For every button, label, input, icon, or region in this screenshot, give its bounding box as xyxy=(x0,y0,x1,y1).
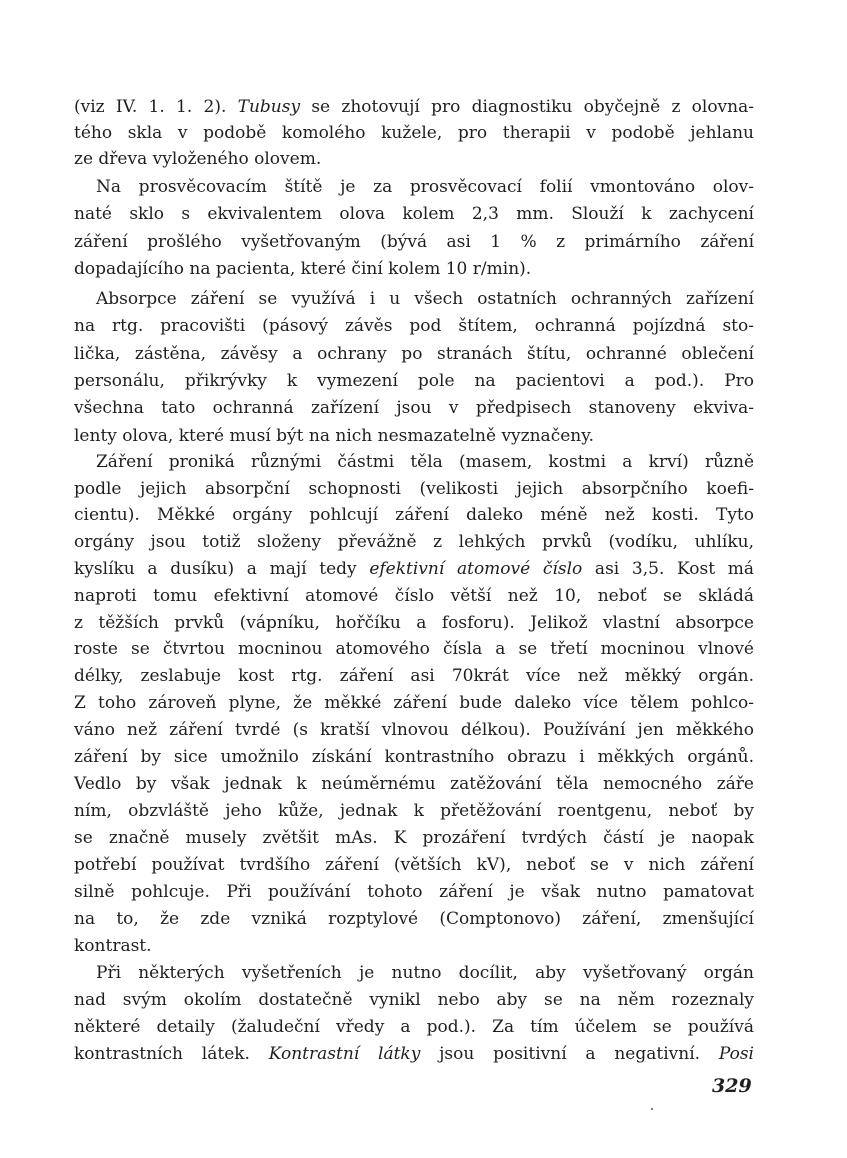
text-line xyxy=(74,715,754,745)
text-run: lička, zástěna, závěsy a ochrany po stranách štítu, ochranné oblečení xyxy=(74,344,754,364)
text-run: cientu). Měkké orgány pohlcují záření daleko méně než kosti. Tyto xyxy=(74,505,754,525)
text-line xyxy=(96,958,754,988)
text-run: z těžších prvků (vápníku, hořčíku a fosforu). Jelikož vlastní absorpce xyxy=(74,613,754,633)
text-run: personálu, přikrývky k vymezení pole na pacientovi a pod.). Pro xyxy=(74,371,754,391)
text-run: ním, obzvláště jeho kůže, jednak k přetěžování roentgenu, neboť by xyxy=(74,801,754,821)
text-line xyxy=(74,199,754,229)
text-line xyxy=(74,985,754,1015)
text-line xyxy=(74,634,754,664)
text-line xyxy=(74,527,754,557)
text-run: záření prošlého vyšetřovaným (bývá asi 1 % z primárního záření xyxy=(74,232,754,252)
text-run: lenty olova, které musí být na nich nesmazatelně vyznačeny. xyxy=(74,426,594,446)
italic-term: Posi xyxy=(718,1044,754,1064)
text-run: na to, že zde vzniká rozptylové (Comptonovo) záření, zmenšující xyxy=(74,909,754,929)
text-run: (viz IV. 1. 1. 2). xyxy=(74,97,238,117)
text-run: dopadajícího na pacienta, které činí kolem 10 r/min). xyxy=(74,259,532,279)
text-run: Záření proniká různými částmi těla (masem, kostmi a krví) různě xyxy=(96,452,754,472)
text-line xyxy=(96,284,754,314)
text-line xyxy=(74,661,754,691)
scan-speck xyxy=(651,1108,653,1110)
text-run: Absorpce záření se využívá i u všech ostatních ochranných zařízení xyxy=(96,289,754,309)
text-run: roste se čtvrtou mocninou atomového čísla a se třetí mocninou vlnové xyxy=(74,639,754,659)
italic-term: Tubusy xyxy=(237,97,301,117)
text-run: Vedlo by však jednak k neúměrnému zatěžování těla nemocného záře xyxy=(74,774,754,794)
text-run: kontrastních látek. xyxy=(74,1044,269,1064)
text-line xyxy=(74,877,754,907)
text-line xyxy=(74,393,754,423)
text-line xyxy=(74,931,152,961)
text-run: silně pohlcuje. Při používání tohoto záření je však nutno pamatovat xyxy=(74,882,754,902)
text-line xyxy=(74,850,754,880)
italic-term: Kontrastní látky xyxy=(268,1044,421,1064)
text-line xyxy=(96,172,754,202)
text-run: naté sklo s ekvivalentem olova kolem 2,3 mm. Slouží k zachycení xyxy=(74,204,754,224)
text-line xyxy=(74,1039,754,1069)
page-number: 329 xyxy=(712,1075,752,1097)
text-line xyxy=(74,1012,754,1042)
italic-term: efektivní atomové číslo xyxy=(369,559,583,579)
text-run: kyslíku a dusíku) a mají tedy xyxy=(74,559,370,579)
text-line xyxy=(74,366,754,396)
text-run: naproti tomu efektivní atomové číslo větší než 10, neboť se skládá xyxy=(74,586,754,606)
text-run: nad svým okolím dostatečně vynikl nebo aby se na něm rozeznaly xyxy=(74,990,754,1010)
text-run: kontrast. xyxy=(74,936,152,956)
text-line xyxy=(74,311,754,341)
text-run: záření by sice umožnilo získání kontrastního obrazu i měkkých orgánů. xyxy=(74,747,754,767)
text-line xyxy=(74,904,754,934)
text-run: se značně musely zvětšit mAs. K prozáření tvrdých částí je naopak xyxy=(74,828,754,848)
text-run: potřebí používat tvrdšího záření (větších kV), neboť se v nich záření xyxy=(74,855,754,875)
text-line xyxy=(74,742,754,772)
text-run: tého skla v podobě komolého kužele, pro therapii v podobě jehlanu xyxy=(74,123,754,143)
text-run: váno než záření tvrdé (s kratší vlnovou délkou). Používání jen měkkého xyxy=(74,720,754,740)
text-run: Při některých vyšetřeních je nutno docílit, aby vyšetřovaný orgán xyxy=(96,963,754,983)
text-line xyxy=(74,769,754,799)
text-run: jsou positivní a negativní. xyxy=(420,1044,719,1064)
text-run: na rtg. pracovišti (pásový závěs pod štítem, ochranná pojízdná sto- xyxy=(74,316,754,336)
text-line xyxy=(74,554,754,584)
text-line xyxy=(74,254,531,284)
text-line xyxy=(74,227,754,257)
text-run: Z toho zároveň plyne, že měkké záření bude daleko více tělem pohlco- xyxy=(74,693,754,713)
text-line xyxy=(74,144,321,174)
text-line xyxy=(74,796,754,826)
text-run: délky, zeslabuje kost rtg. záření asi 70krát více než měkký orgán. xyxy=(74,666,754,686)
text-line xyxy=(74,581,754,611)
text-line xyxy=(96,447,754,477)
text-run: všechna tato ochranná zařízení jsou v předpisech stanoveny ekviva- xyxy=(74,398,754,418)
text-run: ze dřeva vyloženého olovem. xyxy=(74,149,322,169)
text-run: některé detaily (žaludeční vředy a pod.). Za tím účelem se používá xyxy=(74,1017,754,1037)
text-run: Na prosvěcovacím štítě je za prosvěcovací folií vmontováno olov- xyxy=(96,177,754,197)
text-run: podle jejich absorpční schopnosti (velikosti jejich absorpčního koefi- xyxy=(74,479,754,499)
text-line xyxy=(74,823,754,853)
text-line xyxy=(74,500,754,530)
text-line xyxy=(74,339,754,369)
text-run: asi 3,5. Kost má xyxy=(582,559,754,579)
text-run: orgány jsou totiž složeny převážně z lehkých prvků (vodíku, uhlíku, xyxy=(74,532,754,552)
text-run: se zhotovují pro diagnostiku obyčejně z olovna- xyxy=(300,97,754,117)
text-line xyxy=(74,688,754,718)
